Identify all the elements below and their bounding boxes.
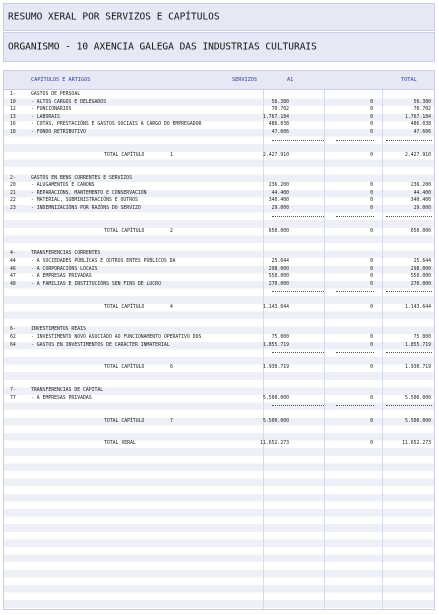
total-value: 5.500.000 [405, 395, 431, 401]
blank-row [4, 311, 434, 319]
total-value: 70.702 [413, 107, 431, 113]
header-servizos: SERVIZOS [232, 77, 257, 83]
dotted-rule [272, 405, 324, 406]
subtotal-separator [4, 137, 434, 145]
a1-value: 1.767.184 [263, 114, 289, 120]
servizo-value: 0 [370, 205, 373, 211]
servizo-value: 0 [370, 304, 373, 310]
chapter-title: TRANSFERENCIAS DE CAPITAL [31, 388, 104, 394]
article-description: - A EMPRESAS PRIVADAS [31, 274, 92, 280]
article-code: 16 [10, 122, 16, 128]
article-code: 48 [10, 281, 16, 287]
blank-row [4, 410, 434, 418]
servizo-value: 0 [370, 99, 373, 105]
dotted-rule [336, 352, 374, 353]
servizo-value: 0 [370, 129, 373, 135]
table-header [4, 71, 434, 90]
article-code: 22 [10, 198, 16, 204]
article-description: - A EMPRESAS PRIVADAS [31, 395, 92, 401]
total-value: 11.652.273 [402, 441, 431, 447]
total-value: 486.038 [410, 122, 431, 128]
total-row [4, 364, 434, 372]
servizo-value: 0 [370, 152, 373, 158]
total-value: 550.000 [410, 274, 431, 280]
article-description: - A CORPORACIÓNS LOCAIS [31, 266, 98, 272]
chapter-title: INVESTIMENTOS REAIS [31, 327, 86, 333]
subtotal-separator [4, 402, 434, 410]
chapter-code: 7- [10, 388, 16, 394]
chapter-number: 2 [170, 228, 173, 234]
article-code: 10 [10, 99, 16, 105]
article-code: 47 [10, 274, 16, 280]
blank-row [4, 357, 434, 365]
article-description: - A SOCIEDADES PÚBLICAS E OUTROS ENTES PÚBLICOS DA [31, 259, 176, 265]
dotted-rule [386, 405, 432, 406]
a1-value: 236.200 [268, 183, 289, 189]
total-label: TOTAL XERAL [104, 441, 136, 447]
servizo-value: 0 [370, 274, 373, 280]
total-label: TOTAL CAPÍTULO [104, 418, 145, 424]
a1-value: 29.000 [271, 205, 289, 211]
a1-value: 5.500.000 [263, 418, 289, 424]
dotted-rule [272, 291, 324, 292]
table-row [4, 121, 434, 129]
total-value: 47.606 [413, 129, 431, 135]
total-value: 1.767.184 [405, 114, 431, 120]
article-description: - FUNCIONARIOS [31, 107, 72, 113]
total-value: 1.855.719 [405, 342, 431, 348]
budget-table [3, 70, 435, 610]
blank-row [4, 159, 434, 167]
dotted-rule [386, 216, 432, 217]
subtotal-separator [4, 349, 434, 357]
chapter-row [4, 175, 434, 183]
chapter-code: 6- [10, 327, 16, 333]
article-code: 13 [10, 114, 16, 120]
total-row [4, 440, 434, 448]
chapter-code: 4- [10, 251, 16, 257]
servizo-value: 0 [370, 114, 373, 120]
table-row [4, 129, 434, 137]
article-code: 23 [10, 205, 16, 211]
chapter-row [4, 326, 434, 334]
total-value: 56.380 [413, 99, 431, 105]
blank-row [4, 235, 434, 243]
subtotal-separator [4, 288, 434, 296]
table-row [4, 273, 434, 281]
dotted-rule [336, 405, 374, 406]
article-description: - REPARACIÓNS, MANTEMENTO E CONSERVACIÓN [31, 190, 147, 196]
total-value: 1.930.719 [405, 365, 431, 371]
blank-row [4, 425, 434, 433]
article-code: 64 [10, 342, 16, 348]
article-description: - FONDO RETRIBUTIVO [31, 129, 86, 135]
total-value: 25.644 [413, 259, 431, 265]
article-code: 20 [10, 183, 16, 189]
servizo-value: 0 [370, 418, 373, 424]
a1-value: 70.702 [271, 107, 289, 113]
dotted-rule [272, 352, 324, 353]
total-value: 1.143.644 [405, 304, 431, 310]
article-description: - ALTOS CARGOS E DELEGADOS [31, 99, 107, 105]
total-label: TOTAL CAPÍTULO [104, 304, 145, 310]
total-value: 5.500.000 [405, 418, 431, 424]
total-label: TOTAL CAPÍTULO [104, 228, 145, 234]
total-value: 44.400 [413, 190, 431, 196]
servizo-value: 0 [370, 107, 373, 113]
blank-row [4, 243, 434, 251]
table-row [4, 182, 434, 190]
table-row [4, 266, 434, 274]
servizo-value: 0 [370, 266, 373, 272]
blank-row [4, 433, 434, 441]
total-value: 2.427.910 [405, 152, 431, 158]
article-code: 46 [10, 266, 16, 272]
blank-row [4, 167, 434, 175]
a1-value: 44.400 [271, 190, 289, 196]
article-code: 12 [10, 107, 16, 113]
servizo-value: 0 [370, 198, 373, 204]
chapter-title: GASTOS EN BENS CORRENTES E SERVIZOS [31, 175, 133, 181]
total-value: 75.000 [413, 335, 431, 340]
table-row [4, 99, 434, 107]
table-body [4, 91, 434, 448]
servizo-value: 0 [370, 395, 373, 401]
a1-value: 550.000 [268, 274, 289, 280]
article-description: - INVESTIMENTO NOVO ASOCIADO AO FUNCIONAMENTO OPERATIVO DOS [31, 335, 202, 340]
a1-value: 2.427.910 [263, 152, 289, 158]
a1-value: 25.644 [271, 259, 289, 265]
table-row [4, 106, 434, 114]
total-value: 650.000 [410, 228, 431, 234]
report-title-bar [3, 3, 435, 31]
a1-value: 56.380 [271, 99, 289, 105]
total-label: TOTAL CAPÍTULO [104, 152, 145, 158]
chapter-code: 2- [10, 175, 16, 181]
dotted-rule [272, 140, 324, 141]
servizo-value: 0 [370, 365, 373, 371]
a1-value: 650.000 [268, 228, 289, 234]
article-code: 44 [10, 259, 16, 265]
total-value: 29.000 [413, 205, 431, 211]
a1-value: 340.400 [268, 198, 289, 204]
article-description: - A FAMILIAS E INSTITUCIÓNS SEN FINS DE LUCRO [31, 281, 161, 287]
a1-value: 75.000 [271, 335, 289, 340]
a1-value: 298.000 [268, 266, 289, 272]
chapter-number: 1 [170, 152, 173, 158]
total-value: 270.000 [410, 281, 431, 287]
dotted-rule [272, 216, 324, 217]
article-code: 77 [10, 395, 16, 401]
dotted-rule [336, 291, 374, 292]
total-label: TOTAL CAPÍTULO [104, 365, 145, 371]
blank-row [4, 144, 434, 152]
a1-value: 1.930.719 [263, 365, 289, 371]
servizo-value: 0 [370, 441, 373, 447]
article-description: - ALUGAMENTOS E CANONS [31, 183, 95, 189]
blank-row [4, 380, 434, 388]
chapter-row [4, 387, 434, 395]
servizo-value: 0 [370, 342, 373, 348]
servizo-value: 0 [370, 259, 373, 265]
a1-value: 5.500.000 [263, 395, 289, 401]
servizo-value: 0 [370, 228, 373, 234]
chapter-title: GASTOS DE PERSOAL [31, 92, 81, 97]
chapter-row [4, 91, 434, 99]
table-row [4, 258, 434, 266]
total-row [4, 418, 434, 426]
article-description: - GASTOS EN INVESTIMENTOS DE CARÁCTER INMATERIAL [31, 342, 170, 348]
servizo-value: 0 [370, 122, 373, 128]
table-row [4, 197, 434, 205]
a1-value: 1.855.719 [263, 342, 289, 348]
a1-value: 11.652.273 [260, 441, 289, 447]
chapter-number: 4 [170, 304, 173, 310]
chapter-title: TRANSFERENCIAS CORRENTES [31, 251, 101, 257]
chapter-row [4, 250, 434, 258]
article-code: 18 [10, 129, 16, 135]
a1-value: 1.143.644 [263, 304, 289, 310]
organismo-bar [3, 32, 435, 62]
article-description: - LABORAIS [31, 114, 60, 120]
servizo-value: 0 [370, 335, 373, 340]
a1-value: 47.606 [271, 129, 289, 135]
table-row [4, 205, 434, 213]
total-value: 340.400 [410, 198, 431, 204]
blank-row [4, 372, 434, 380]
servizo-value: 0 [370, 183, 373, 189]
a1-value: 486.038 [268, 122, 289, 128]
dotted-rule [386, 352, 432, 353]
table-row [4, 190, 434, 198]
article-code: 62 [10, 335, 16, 340]
chapter-number: 7 [170, 418, 173, 424]
dotted-rule [386, 291, 432, 292]
a1-value: 270.000 [268, 281, 289, 287]
table-row [4, 114, 434, 122]
header-capitulos: CAPÍTULOS E ARTIGOS [31, 77, 91, 83]
subtotal-separator [4, 213, 434, 221]
dotted-rule [336, 140, 374, 141]
header-a1: A1 [287, 77, 294, 83]
blank-row [4, 296, 434, 304]
total-row [4, 152, 434, 160]
article-code: 21 [10, 190, 16, 196]
table-row [4, 281, 434, 289]
servizo-value: 0 [370, 281, 373, 287]
total-row [4, 304, 434, 312]
table-row [4, 395, 434, 403]
chapter-code: 1- [10, 92, 16, 97]
total-row [4, 228, 434, 236]
total-value: 236.200 [410, 183, 431, 189]
report-title: RESUMO XERAL POR SERVIZOS E CAPÍTULOS [8, 11, 220, 23]
table-row [4, 342, 434, 350]
article-description: - MATERIAL, SUBMINISTRACIÓNS E OUTROS [31, 198, 138, 204]
blank-row [4, 220, 434, 228]
article-description: - INDEMNIZACIÓNS POR RAZÓNS DO SERVIZO [31, 205, 141, 211]
organismo-label: ORGANISMO - 10 AXENCIA GALEGA DAS INDUSTRIAS CULTURAIS [8, 41, 317, 53]
total-value: 298.000 [410, 266, 431, 272]
article-description: - COTAS, PRESTACIÓNS E GASTOS SOCIAIS A CARGO DO EMPREGADOR [31, 122, 202, 128]
dotted-rule [336, 216, 374, 217]
chapter-number: 6 [170, 365, 173, 371]
header-total: TOTAL [401, 77, 417, 83]
table-row [4, 334, 434, 342]
servizo-value: 0 [370, 190, 373, 196]
dotted-rule [386, 140, 432, 141]
blank-row [4, 319, 434, 327]
